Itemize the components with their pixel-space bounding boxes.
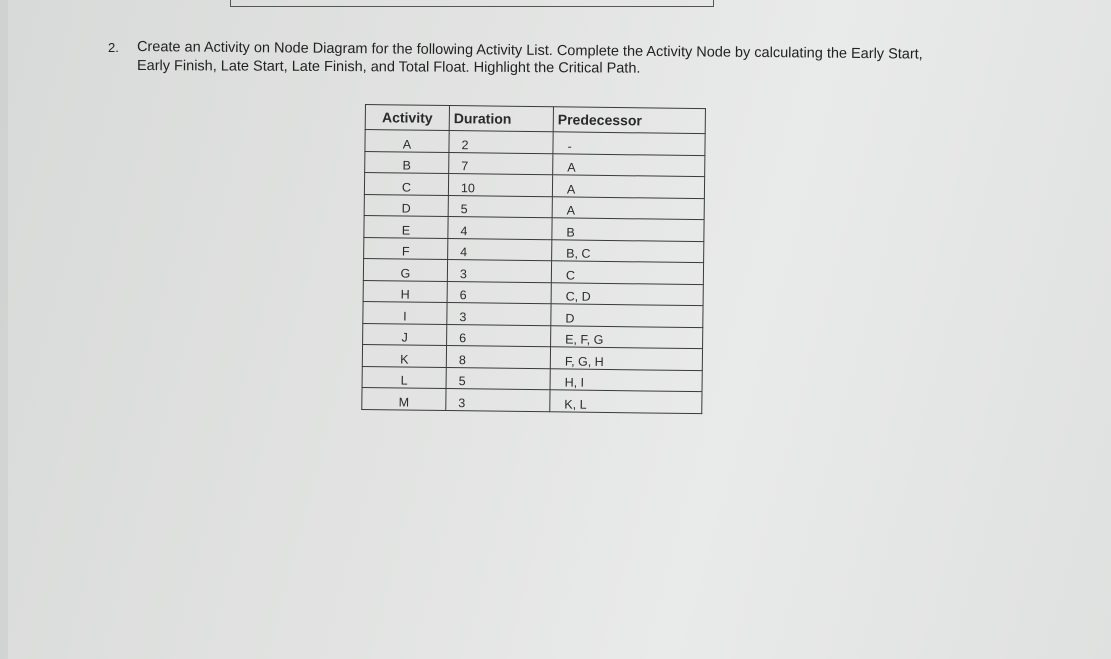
question-line-2: Early Finish, Late Start, Late Finish, and Total Float. Highlight the Critical Path. (136, 58, 641, 77)
activity-cell: J (363, 323, 447, 346)
activity-cell: K (362, 344, 446, 367)
activity-table (361, 104, 706, 414)
header-predecessor: Predecessor (553, 107, 705, 134)
paper-page (8, 0, 1111, 659)
activity-cell: H (363, 280, 447, 303)
duration-cell: 2 (449, 131, 553, 154)
header-activity: Activity (365, 105, 449, 131)
previous-box-edge (230, 0, 714, 7)
activity-cell: E (364, 215, 448, 238)
predecessor-cell: D (551, 304, 703, 327)
predecessor-cell: C (551, 261, 703, 284)
table-body (362, 130, 705, 414)
predecessor-cell: B, C (552, 239, 704, 262)
duration-cell: 4 (448, 217, 552, 240)
activity-cell: G (363, 258, 447, 281)
duration-cell: 6 (447, 281, 551, 304)
predecessor-cell: E, F, G (551, 325, 703, 348)
predecessor-cell: B (552, 218, 704, 241)
duration-cell: 3 (447, 260, 551, 283)
duration-cell: 7 (449, 152, 553, 175)
activity-cell: D (364, 194, 448, 217)
predecessor-cell: F, G, H (550, 347, 702, 370)
duration-cell: 8 (446, 346, 550, 369)
activity-cell: I (363, 301, 447, 324)
duration-cell: 6 (447, 324, 551, 347)
activity-cell: A (365, 130, 449, 153)
question-text (137, 38, 923, 76)
activity-table-wrapper (361, 104, 709, 414)
activity-cell: B (365, 151, 449, 174)
duration-cell: 4 (448, 238, 552, 261)
predecessor-cell: A (552, 196, 704, 219)
activity-cell: M (362, 387, 446, 410)
predecessor-cell: C, D (551, 282, 703, 305)
duration-cell: 10 (448, 174, 552, 197)
predecessor-cell: H, I (550, 368, 702, 391)
predecessor-cell: - (553, 132, 705, 155)
duration-cell: 5 (448, 195, 552, 218)
activity-cell: C (364, 173, 448, 196)
activity-cell: L (362, 366, 446, 389)
activity-cell: F (364, 237, 448, 260)
duration-cell: 3 (446, 389, 550, 412)
predecessor-cell: A (553, 153, 705, 176)
question-number: 2. (108, 40, 119, 55)
predecessor-cell: A (552, 175, 704, 198)
header-duration: Duration (449, 106, 553, 132)
question-line-1: Create an Activity on Node Diagram for the following Activity List. Complete the Activity Node by calculating the Early Start, (136, 39, 923, 63)
table-row (362, 387, 702, 413)
predecessor-cell: K, L (550, 390, 702, 413)
duration-cell: 5 (446, 367, 550, 390)
duration-cell: 3 (447, 303, 551, 326)
